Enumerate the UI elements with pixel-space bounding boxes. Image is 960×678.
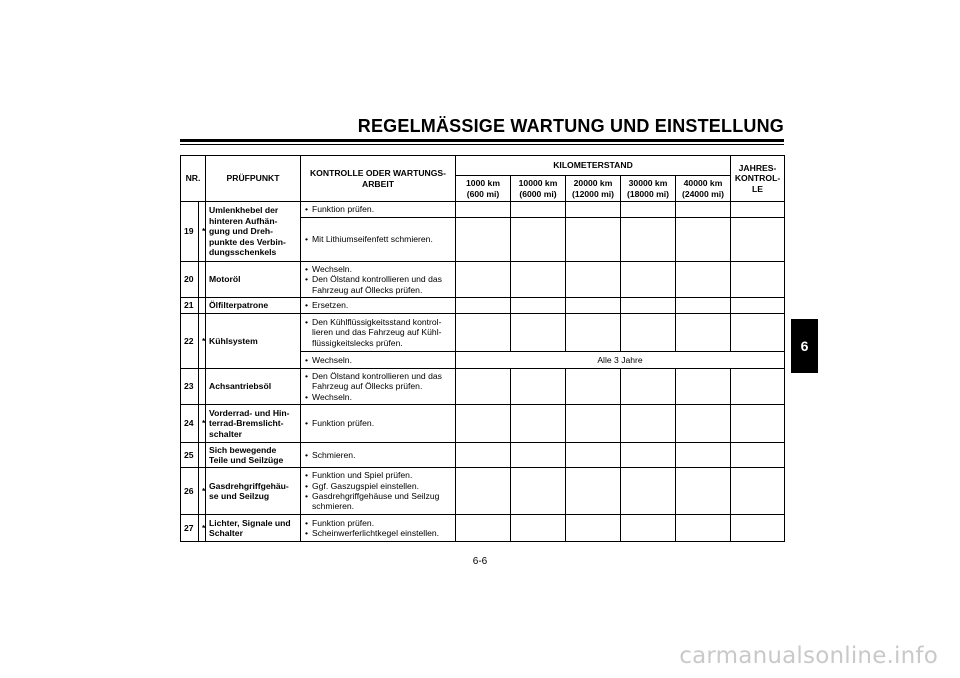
table-row: [181, 202, 785, 218]
chapter-tab[interactable]: [791, 319, 818, 373]
row-item: Vorderrad- und Hin-terrad-Bremslicht-schalter: [206, 405, 301, 443]
check-mark: [676, 468, 731, 515]
check-mark: [676, 298, 731, 314]
check-mark: [566, 369, 621, 405]
check-mark: [511, 369, 566, 405]
row-action: • Den Kühlflüssigkeitsstand kontrol-lieren und das Fahrzeug auf Kühl-flüssigkeitslecks prüfen.: [301, 314, 456, 352]
table-row: [181, 298, 785, 314]
row-action: • Funktion prüfen.: [301, 405, 456, 443]
header-annual: JAHRES-KONTROL-LE: [731, 156, 785, 202]
check-mark: [676, 369, 731, 405]
row-star: *: [199, 405, 206, 443]
check-mark: [566, 515, 621, 542]
row-item: Motoröl: [206, 262, 301, 298]
check-mark: [731, 405, 785, 443]
check-mark: [676, 202, 731, 218]
check-mark: [566, 443, 621, 468]
row-action: • Funktion prüfen. • Scheinwerferlichtkegel einstellen.: [301, 515, 456, 542]
title-rule-thin: [180, 144, 784, 145]
row-number: 23: [181, 369, 199, 405]
check-mark: [456, 405, 511, 443]
row-action: • Den Ölstand kontrollieren und das Fahrzeug auf Öllecks prüfen. • Wechseln.: [301, 369, 456, 405]
check-mark: [621, 515, 676, 542]
check-mark: [456, 298, 511, 314]
row-star: *: [199, 468, 206, 515]
row-action: • Ersetzen.: [301, 298, 456, 314]
row-star: [199, 443, 206, 468]
row-action: • Wechseln. • Den Ölstand kontrollieren und das Fahrzeug auf Öllecks prüfen.: [301, 262, 456, 298]
row-item: Achsantriebsöl: [206, 369, 301, 405]
header-interval: 40000 km (24000 mi): [676, 176, 731, 202]
row-number: 24: [181, 405, 199, 443]
table-row: [181, 468, 785, 515]
table-row: [181, 369, 785, 405]
check-mark: [731, 515, 785, 542]
row-star: [199, 369, 206, 405]
row-action: • Wechseln.: [301, 352, 456, 369]
check-mark: [511, 468, 566, 515]
table-row: [181, 405, 785, 443]
check-mark: [621, 369, 676, 405]
header-odometer: KILOMETERSTAND: [456, 156, 731, 176]
header-interval: 1000 km (600 mi): [456, 176, 511, 202]
check-mark: [566, 298, 621, 314]
table-row: [181, 515, 785, 542]
row-number: 20: [181, 262, 199, 298]
row-action: • Funktion prüfen.: [301, 202, 456, 218]
check-mark: [676, 262, 731, 298]
check-mark: [511, 314, 566, 352]
check-mark: [566, 314, 621, 352]
row-item: Umlenkhebel der hinteren Aufhän-gung und Dreh-punkte des Verbin-dungsschenkels: [206, 202, 301, 262]
row-action: • Schmieren.: [301, 443, 456, 468]
check-mark: [456, 262, 511, 298]
header-nr: NR.: [181, 156, 206, 202]
table-row: [181, 314, 785, 352]
check-mark: [621, 314, 676, 352]
check-mark: [566, 405, 621, 443]
check-mark: [511, 443, 566, 468]
row-item: Sich bewegende Teile und Seilzüge: [206, 443, 301, 468]
check-mark: [676, 443, 731, 468]
row-star: [199, 298, 206, 314]
header-interval: 20000 km (12000 mi): [566, 176, 621, 202]
title-rule: [180, 139, 784, 142]
check-mark: [731, 314, 785, 352]
table-row: [181, 262, 785, 298]
check-mark: [676, 515, 731, 542]
row-action: • Mit Lithiumseifenfett schmieren.: [301, 218, 456, 262]
row-number: 26: [181, 468, 199, 515]
check-mark: [621, 405, 676, 443]
check-mark: [731, 468, 785, 515]
row-action: • Funktion und Spiel prüfen. • Ggf. Gaszugspiel einstellen. • Gasdrehgriffgehäuse und Seilzug schmieren.: [301, 468, 456, 515]
check-mark: [621, 202, 676, 218]
maintenance-table: [180, 155, 785, 542]
check-mark: [621, 262, 676, 298]
check-mark: [731, 443, 785, 468]
row-star: [199, 262, 206, 298]
chapter-tab-label: 6: [800, 338, 809, 354]
row-star: *: [199, 515, 206, 542]
check-mark: [511, 262, 566, 298]
row-item: Kühlsystem: [206, 314, 301, 369]
check-mark: [511, 515, 566, 542]
check-mark: [456, 369, 511, 405]
header-interval: 30000 km (18000 mi): [621, 176, 676, 202]
row-number: 25: [181, 443, 199, 468]
check-mark: [566, 218, 621, 262]
page-number: 6-6: [472, 556, 488, 567]
check-mark: [621, 468, 676, 515]
check-mark: [621, 443, 676, 468]
page-title: REGELMÄSSIGE WARTUNG UND EINSTELLUNG: [357, 116, 784, 136]
row-star: *: [199, 314, 206, 369]
check-mark: [566, 468, 621, 515]
check-mark: [731, 262, 785, 298]
row-number: 27: [181, 515, 199, 542]
interval-note: Alle 3 Jahre: [456, 352, 785, 369]
check-mark: [676, 218, 731, 262]
header-item: PRÜFPUNKT: [206, 156, 301, 202]
row-item: Lichter, Signale und Schalter: [206, 515, 301, 542]
header-interval: 10000 km (6000 mi): [511, 176, 566, 202]
row-number: 19: [181, 202, 199, 262]
check-mark: [511, 405, 566, 443]
watermark: carmanualsonline.info: [679, 643, 938, 669]
check-mark: [566, 202, 621, 218]
row-number: 21: [181, 298, 199, 314]
row-item: Gasdrehgriffgehäu-se und Seilzug: [206, 468, 301, 515]
check-mark: [456, 515, 511, 542]
check-mark: [676, 314, 731, 352]
table-row: [181, 443, 785, 468]
check-mark: [511, 202, 566, 218]
check-mark: [676, 405, 731, 443]
row-number: 22: [181, 314, 199, 369]
row-star: *: [199, 202, 206, 262]
row-item: Ölfilterpatrone: [206, 298, 301, 314]
check-mark: [566, 262, 621, 298]
header-action: KONTROLLE ODER WARTUNGS-ARBEIT: [301, 156, 456, 202]
